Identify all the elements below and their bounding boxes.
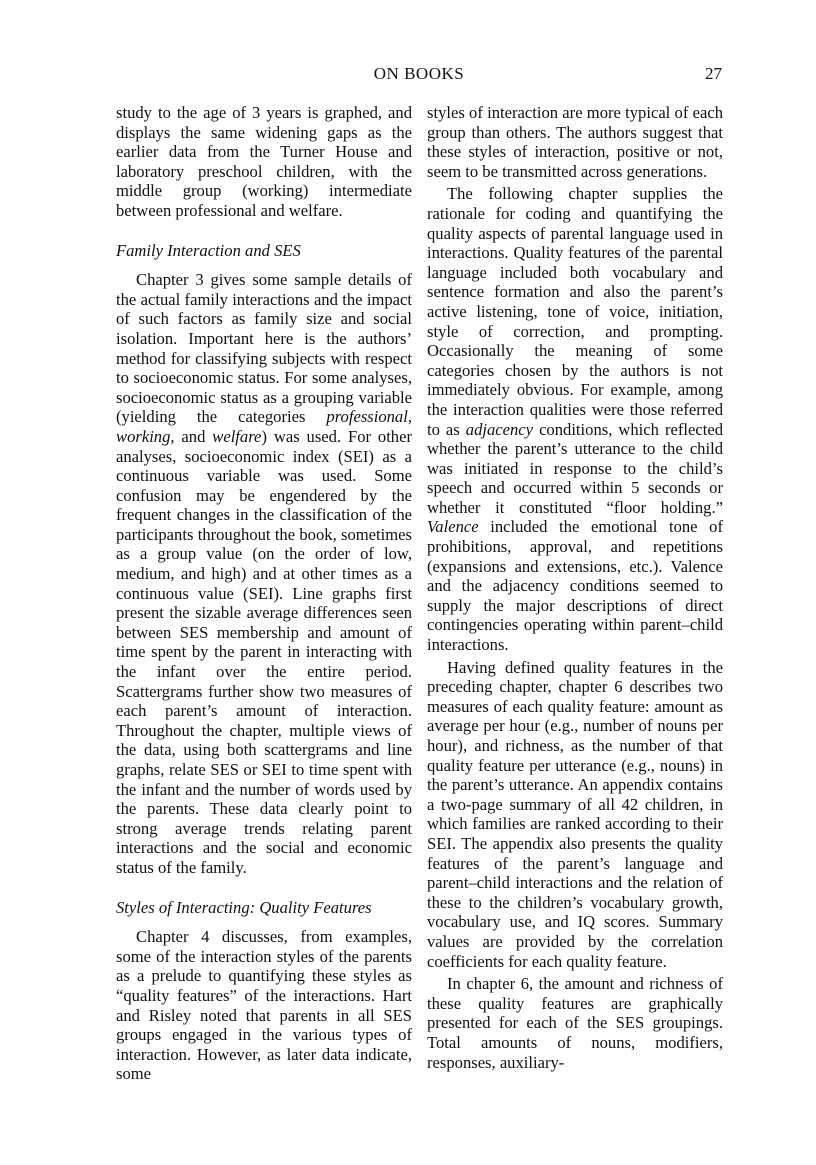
emphasis-text: working,: [116, 426, 175, 446]
paragraph: Chapter 4 discusses, from examples, some of the interaction styles of the parents as a prelude to quantifying these styles as “quality features” of the interactions. Hart and Risley noted that parents in all SES groups engaged in the various types of interaction. However, as later data indicate, some: [116, 927, 412, 1084]
section-heading: Family Interaction and SES: [116, 240, 301, 260]
emphasis-text: professional,: [326, 407, 412, 427]
paragraph-text: conditions, which reflected whether the parent’s utterance to the child was initiated in response to the child’s speech and occurred within 5 seconds or whether it constituted “floor holding.”: [427, 419, 723, 517]
paragraph-text: Chapter 3 gives some sample details of the actual family interactions and the impact of such factors as family size and social isolation. Important here is the authors’ method for classifying subjects with respect to socioeconomic status. For some analyses, socioeconomic status as a grouping variable (yielding the categories: [116, 270, 412, 427]
left-column: [116, 103, 412, 1084]
emphasis-text: adjacency: [465, 419, 534, 439]
paragraph-text: ) was used. For other analyses, socioeconomic index (SEI) as a continuous variable was used. Some confusion may be engendered by the frequent changes in the classification of the participants throughout the book, sometimes as a group value (on the order of low, medium, and high) and at other times as a continuous value (SEI). Line graphs first present the sizable average differences seen between SES membership and amount of time spent by the parent in interacting with the infant over the entire period. Scattergrams further show two measures of each parent’s amount of interaction. Throughout the chapter, multiple views of the data, using both scattergrams and line graphs, relate SES or SEI to time spent with the infant and the number of words used by the parents. These data clearly point to strong average trends relating parent interactions and the social and economic status of the family.: [116, 426, 412, 877]
emphasis-text: welfare: [212, 426, 262, 446]
paragraph-text: included the emotional tone of prohibitions, approval, and repetitions (expansions and extensions, etc.). Valence and the adjacency conditions seemed to supply the major descriptions of direct contingencies operating within parent–child interactions.: [427, 517, 723, 655]
paragraph-text: The following chapter supplies the rationale for coding and quantifying the quality aspects of parental language used in interactions. Quality features of the parental language included both vocabulary and sentence formation and also the parent’s active listening, tone of voice, initiation, style of correction, and prompting. Occasionally the meaning of some categories chosen by the authors is not immediately obvious. For example, among the interaction qualities were those referred to as: [427, 184, 723, 439]
paragraph-text: and: [174, 426, 213, 446]
page-number: 27: [705, 64, 722, 83]
section-heading: Styles of Interacting: Quality Features: [116, 897, 372, 917]
paragraph: In chapter 6, the amount and richness of these quality features are graphically presented for each of the SES groupings. Total amounts of nouns, modifiers, responses, auxiliary-: [427, 974, 723, 1072]
emphasis-text: Valence: [427, 517, 479, 537]
paragraph: study to the age of 3 years is graphed, and displays the same widening gaps as the earlier data from the Turner House and laboratory preschool children, with the middle group (working) intermediate between professional and welfare.: [116, 103, 412, 220]
page-header: [116, 64, 722, 88]
running-head: ON BOOKS: [373, 64, 465, 83]
right-column: [427, 103, 723, 1072]
paragraph: [116, 270, 412, 877]
paragraph: [427, 184, 723, 654]
paragraph: Having defined quality features in the preceding chapter, chapter 6 describes two measures of each quality feature: amount as average per hour (e.g., number of nouns per hour), and richness, as the number of that quality feature per utterance (e.g., nouns) in the parent’s utterance. An appendix contains a two-page summary of all 42 children, in which families are ranked according to their SEI. The appendix also presents the quality features of the parent’s language and parent–child interactions and the relation of these to the children’s vocabulary growth, vocabulary use, and IQ scores. Summary values are provided by the correlation coefficients for each quality feature.: [427, 657, 723, 971]
paragraph: styles of interaction are more typical of each group than others. The authors suggest that these styles of interaction, positive or not, seem to be transmitted across generations.: [427, 103, 723, 181]
